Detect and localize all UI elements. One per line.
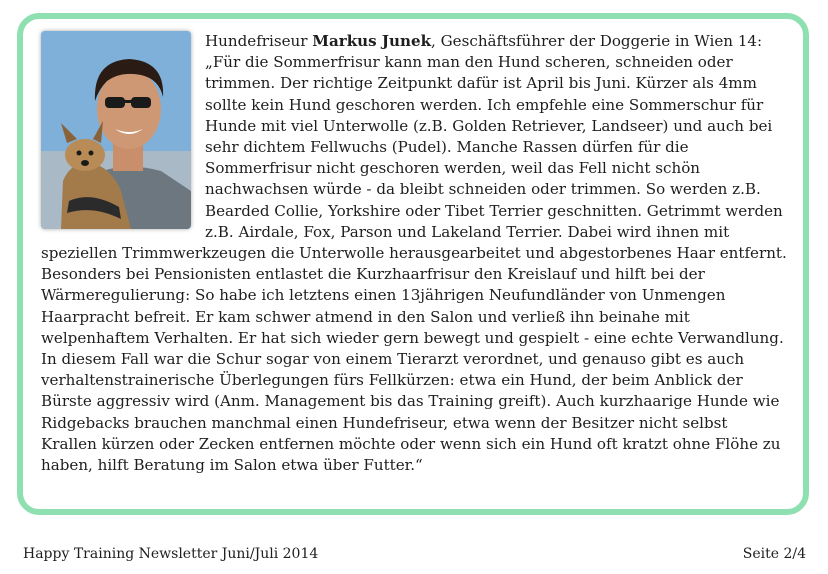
article-body: , Geschäftsführer der Doggerie in Wien 14: „Für die Sommerfrisur kann man den Hund scheren, schneiden oder trimmen. Der richtige Zeitpunkt dafür ist April bis Juni. Kürzer als 4mm sollte kein Hund geschoren werden. Ich empfehle eine Sommerschur für Hunde mit viel Unterwolle (z.B. Golden Retriever, Landseer) und auch bei sehr dichtem Fellwuchs (Pudel). Manche Rassen dürfen für die Sommerfrisur nicht geschoren werden, weil das Fell nicht schön nachwachsen würde - da bleibt schneiden oder trimmen. So werden z.B. Bearded Collie, Yorkshire oder Tibet Terrier geschnitten. Getrimmt werden z.B. Airdale, Fox, Parson und Lakeland Terrier. Dabei wird ihnen mit speziellen Trimmwerkzeugen die Unterwolle herausgearbeitet und abgestorbenes Haar entfernt. Besonders bei Pensionisten entlastet die Kurzhaarfrisur den Kreislauf und hilft bei der Wärmeregulierung: So habe ich letztens einen 13jährigen Neufundländer von Unmengen Haarpracht befreit. Er kam schwer atmend in den Salon und verließ ihn beinahe mit welpenhaftem Verhalten. Er hat sich wieder gern bewegt und gespielt - eine echte Verwandlung. In diesem Fall war die Schur sogar von einem Tierarzt verordnet, und genauso gibt es auch verhaltenstrainerische Überlegungen fürs Fellkürzen: etwa ein Hund, der beim Anblick der Bürste aggressiv wird (Anm. Management bis das Training greift). Auch kurzhaarige Hunde wie Ridgebacks brauchen manchmal einen Hundefriseur, etwa wenn der Besitzer nicht selbst Krallen kürzen oder Zecken entfernen möchte oder wenn sich ein Hund oft kratzt ohne Flöhe zu haben, hilft Beratung im Salon etwa über Futter.“ (41, 32, 787, 475)
article-intro: Hundefriseur (205, 32, 313, 50)
portrait-illustration (41, 31, 191, 229)
person-name: Markus Junek (312, 32, 432, 50)
newsletter-footer: Happy Training Newsletter Juni/Juli 2014 (23, 546, 319, 562)
article-frame (17, 13, 809, 515)
photo-man-with-dog (41, 31, 191, 229)
page-number: Seite 2/4 (742, 546, 806, 562)
